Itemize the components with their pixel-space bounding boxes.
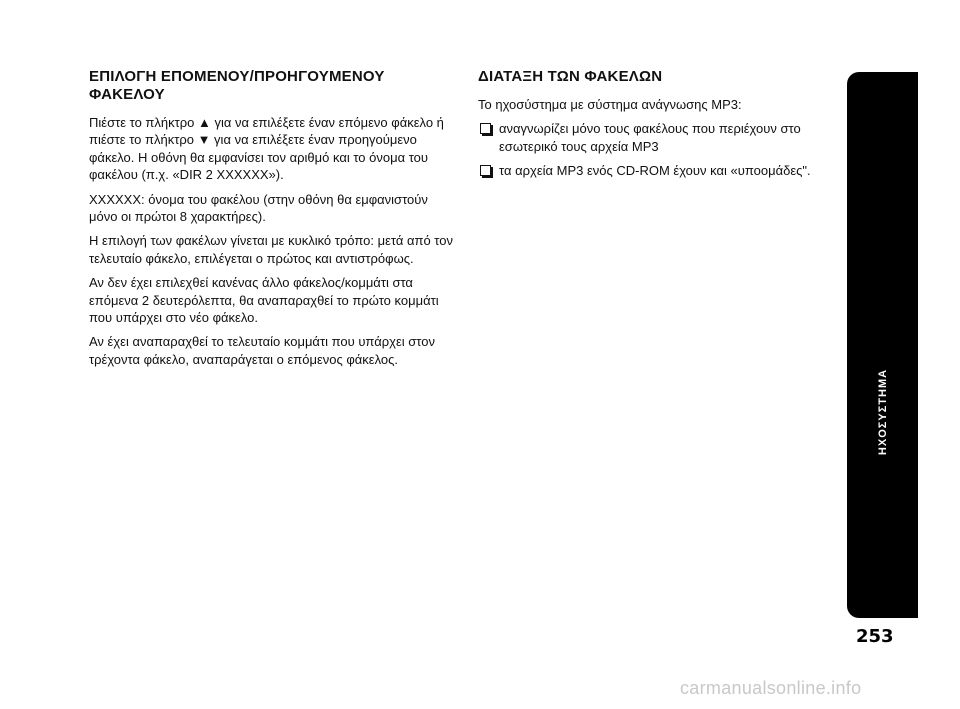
- paragraph-intro: Το ηχοσύστημα με σύστημα ανάγνωσης MP3:: [478, 97, 742, 112]
- list-item-text: τα αρχεία MP3 ενός CD-ROM έχουν και «υποομάδες".: [499, 163, 811, 179]
- list-item: [478, 162, 830, 179]
- paragraph-last-track: Αν έχει αναπαραχθεί το τελευταίο κομμάτι που υπάρχει στον τρέχοντα φάκελο, αναπαράγεται ο επόμενος φάκελος.: [89, 334, 435, 367]
- paragraph-cyclic-selection: Η επιλογή των φακέλων γίνεται με κυκλικό τρόπο: μετά από τον τελευταίο φάκελο, επιλέγεται ο πρώτος και αντιστρόφως.: [89, 233, 453, 266]
- left-column: [89, 68, 459, 375]
- watermark: carmanualsonline.info: [680, 678, 862, 698]
- section-heading-folder-selection: ΕΠΙΛΟΓΗ ΕΠΟΜΕΝΟΥ/ΠΡΟΗΓΟΥΜΕΝΟΥ ΦΑΚΕΛΟΥ: [89, 68, 385, 103]
- chapter-side-tab: [847, 72, 918, 618]
- page-number: 253: [856, 626, 894, 647]
- paragraph-folder-keys: Πιέστε το πλήκτρο ▲ για να επιλέξετε έναν επόμενο φάκελο ή πιέστε το πλήκτρο ▼ για να επιλέξετε έναν προηγούμενο φάκελο. Η οθόνη θα εμφανίσει τον αριθμό και το όνομα του φακέλου (π.χ. «DIR 2 XXXXXX»).: [89, 115, 444, 183]
- checkbox-bullet-icon: [480, 165, 491, 176]
- list-item: [478, 120, 830, 155]
- right-column: [478, 68, 830, 187]
- chapter-label: ΗΧΟΣΥΣΤΗΜΑ: [876, 368, 889, 456]
- section-heading-folder-layout: ΔΙΑΤΑΞΗ ΤΩΝ ΦΑΚΕΛΩΝ: [478, 68, 663, 85]
- checkbox-bullet-icon: [480, 123, 491, 134]
- list-item-text: αναγνωρίζει μόνο τους φακέλους που περιέχουν στο εσωτερικό τους αρχεία MP3: [499, 121, 801, 154]
- paragraph-folder-name: XXXXXX: όνομα του φακέλου (στην οθόνη θα εμφανιστούν μόνο οι πρώτοι 8 χαρακτήρες).: [89, 191, 428, 225]
- paragraph-timeout: Αν δεν έχει επιλεχθεί κανένας άλλο φάκελος/κομμάτι στα επόμενα 2 δευτερόλεπτα, θα αναπαραχθεί το πρώτο κομμάτι που υπάρχει στο νέο φάκελο.: [89, 275, 439, 326]
